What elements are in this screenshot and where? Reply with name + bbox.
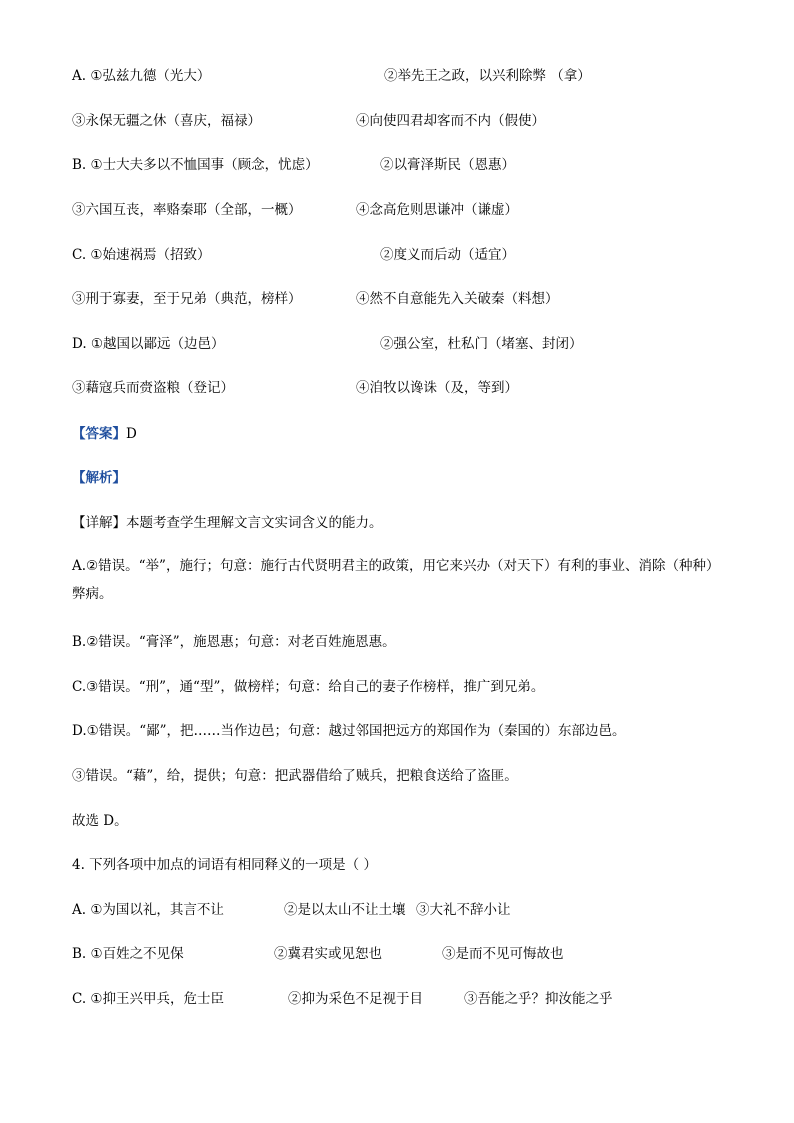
question-4-stem: 4. 下列各项中加点的词语有相同释义的一项是（ ） <box>72 857 377 873</box>
answer-value: D <box>126 426 137 442</box>
option-c-item-3: ③刑于寡妻，至于兄弟（典范，榜样） <box>72 291 302 307</box>
detail-text: 本题考查学生理解文言文实词含义的能力。 <box>126 515 383 531</box>
option-a-item-1: A. ①弘兹九德（光大） <box>72 68 211 84</box>
option-b-item-2: ②以膏泽斯民（恩惠） <box>380 157 515 173</box>
option-a-item-3: ③永保无疆之休（喜庆，福禄） <box>72 113 261 129</box>
q4-option-c-1: C. ①抑王兴甲兵，危士臣 <box>72 991 225 1007</box>
detail-line <box>72 513 383 533</box>
answer-line <box>72 424 137 444</box>
option-a-item-2: ②举先王之政，以兴利除弊 （拿） <box>384 68 591 84</box>
explanation-d-3: ③错误。“藉”，给，提供；句意：把武器借给了贼兵，把粮食送给了盗匪。 <box>72 768 518 784</box>
option-d-item-3: ③藉寇兵而赍盗粮（登记） <box>72 380 234 396</box>
answer-label: 【答案】 <box>72 426 126 442</box>
explanation-d: D.①错误。“鄙”，把……当作边邑；句意：越过邻国把远方的郑国作为（秦国的）东部边邑。 <box>72 723 626 739</box>
q4-option-b-3: ③是而不见可悔故也 <box>442 946 564 962</box>
explanation-c: C.③错误。“刑”，通“型”，做榜样；句意：给自己的妻子作榜样，推广到兄弟。 <box>72 679 545 695</box>
q4-option-a-3: ③大礼不辞小让 <box>416 902 511 918</box>
option-b-item-1: B. ①士大夫多以不恤国事（顾念，忧虑） <box>72 157 319 173</box>
option-b-item-3: ③六国互丧，率赂秦耶（全部，一概） <box>72 202 302 218</box>
option-c-item-2: ②度义而后动（适宜） <box>380 247 515 263</box>
q4-option-b-2: ②冀君实或见恕也 <box>274 946 382 962</box>
analysis-heading: 【解析】 <box>72 470 126 486</box>
option-d-item-2: ②强公室，杜私门（堵塞、封闭） <box>380 336 583 352</box>
q4-option-b-1: B. ①百姓之不见保 <box>72 946 184 962</box>
q4-option-c-3: ③吾能之乎？抑汝能之乎 <box>464 991 613 1007</box>
option-d-item-4: ④洎牧以谗诛（及，等到） <box>356 380 518 396</box>
explanation-b: B.②错误。“膏泽”，施恩惠；句意：对老百姓施恩惠。 <box>72 634 396 650</box>
conclusion: 故选 D。 <box>72 813 128 829</box>
option-c-item-4: ④然不自意能先入关破秦（料想） <box>356 291 559 307</box>
q4-option-c-2: ②抑为采色不足视于目 <box>288 991 423 1007</box>
option-b-item-4: ④念高危则思谦冲（谦虚） <box>356 202 518 218</box>
q4-option-a-2: ②是以太山不让土壤 <box>284 902 406 918</box>
detail-label: 【详解】 <box>72 515 126 531</box>
option-c-item-1: C. ①始速祸焉（招致） <box>72 247 211 263</box>
option-a-item-4: ④向使四君却客而不内（假使） <box>356 113 545 129</box>
option-d-item-1: D. ①越国以鄙远（边邑） <box>72 336 225 352</box>
explanation-a: A.②错误。“举”，施行；句意：施行古代贤明君主的政策，用它来兴办（对天下）有利的事业、消除（种种）弊病。 <box>72 558 720 602</box>
q4-option-a-1: A. ①为国以礼，其言不让 <box>72 902 224 918</box>
